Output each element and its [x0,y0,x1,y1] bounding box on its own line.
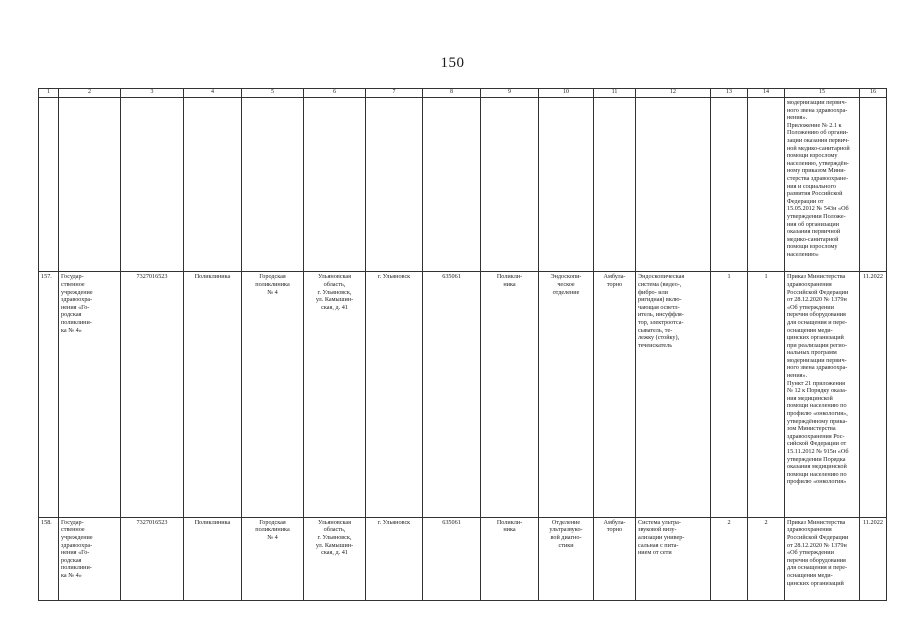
column-number: 13 [711,89,748,98]
institution-cell: Государ- ственное учреждение здравоохра- нения «Го- родская поликлини- ка № 4» [59,517,121,600]
column-number: 1 [39,89,59,98]
column-number: 3 [121,89,184,98]
care-form-cell: Амбула- торно [594,517,636,600]
address-cell: Ульяновская область, г. Ульяновск, ул. Камышин- ская, д. 41 [304,272,366,517]
quantity-cell: 2 [748,517,785,600]
table-row [39,272,887,517]
unit-cell: Поликли- ника [481,517,539,600]
name-cell: Городская поликлиника № 4 [242,517,304,600]
column-number: 5 [242,89,304,98]
address-cell: Ульяновская область, г. Ульяновск, ул. Камышин- ская, д. 41 [304,517,366,600]
equipment-table [38,88,887,601]
basis-cell: Приказ Министерства здравоохранения Российской Федерации от 28.12.2020 № 1379н «Об утверждении перечня оборудования для оснащения и пере- оснащения меди- цинских организаций при реализации регио- нальных программ модернизации первич- ного звена здравоохра- нения». Пункт 21 приложения № 12 к Порядку оказа- ния медицинской помощи населению по профилю «онкология», утверждённому прика- зом Министерства здравоохранения Рос- сийской Федерации от 15.11.2012 № 915н «Об утверждении Порядка оказания медицинской помощи населению по профилю «онкология» [785,272,860,517]
quantity-cell: 2 [711,517,748,600]
column-number: 15 [785,89,860,98]
table-row [39,517,887,600]
column-number: 12 [636,89,711,98]
equipment-cell: Эндоскопическая система (видео-, фибро- или ригидная) вклю- чающая осветл- итель, инсуффля- тор, электроотса- сыватель, те- лежку (стойку), течеискатель [636,272,711,517]
quantity-cell: 1 [711,272,748,517]
date-cell: 11.2022 [860,517,887,600]
column-number: 9 [481,89,539,98]
column-number: 14 [748,89,785,98]
inn-cell: 7327016523 [121,272,184,517]
column-number: 8 [423,89,481,98]
basis-cell: модернизации первич- ного звена здравоохра- нения». Приложение № 2.1 к Положению об органи- зации оказания первич- ной медико-санитарной помощи взрослому населению, утверждён- ному приказом Мини- стерства здравоохране- ния и социального развития Российской Федерации от 15.05.2012 № 543н «Об утверждении Положе- ния об организации оказания первичной медико-санитарной помощи взрослому населению» [785,98,860,272]
row-number: 158. [39,517,59,600]
continuation-row [39,98,887,272]
column-number: 6 [304,89,366,98]
column-number: 10 [539,89,594,98]
column-number: 16 [860,89,887,98]
type-cell: Поликлиника [184,517,242,600]
inn-cell: 7327016523 [121,517,184,600]
institution-cell: Государ- ственное учреждение здравоохра- нения «Го- родская поликлини- ка № 4» [59,272,121,517]
unit-cell: Поликли- ника [481,272,539,517]
basis-cell: Приказ Министерства здравоохранения Российской Федерации от 28.12.2020 № 1379н «Об утверждении перечня оборудования для оснащения и пере- оснащения меди- цинских организаций [785,517,860,600]
type-cell: Поликлиника [184,272,242,517]
page-number: 150 [440,55,465,71]
department-cell: Отделение ультразвуко- вой диагно- стики [539,517,594,600]
equipment-cell: Система ультра- звуковой визу- ализации универ- сальная с пита- нием от сети [636,517,711,600]
quantity-cell: 1 [748,272,785,517]
column-number: 2 [59,89,121,98]
department-cell: Эндоскопи- ческое отделение [539,272,594,517]
city-cell: г. Ульяновск [366,272,423,517]
care-form-cell: Амбула- торно [594,272,636,517]
column-number: 7 [366,89,423,98]
code-cell: 635061 [423,272,481,517]
code-cell: 635061 [423,517,481,600]
name-cell: Городская поликлиника № 4 [242,272,304,517]
column-number: 4 [184,89,242,98]
date-cell: 11.2022 [860,272,887,517]
city-cell: г. Ульяновск [366,517,423,600]
column-number: 11 [594,89,636,98]
column-number-row [39,89,887,98]
row-number: 157. [39,272,59,517]
